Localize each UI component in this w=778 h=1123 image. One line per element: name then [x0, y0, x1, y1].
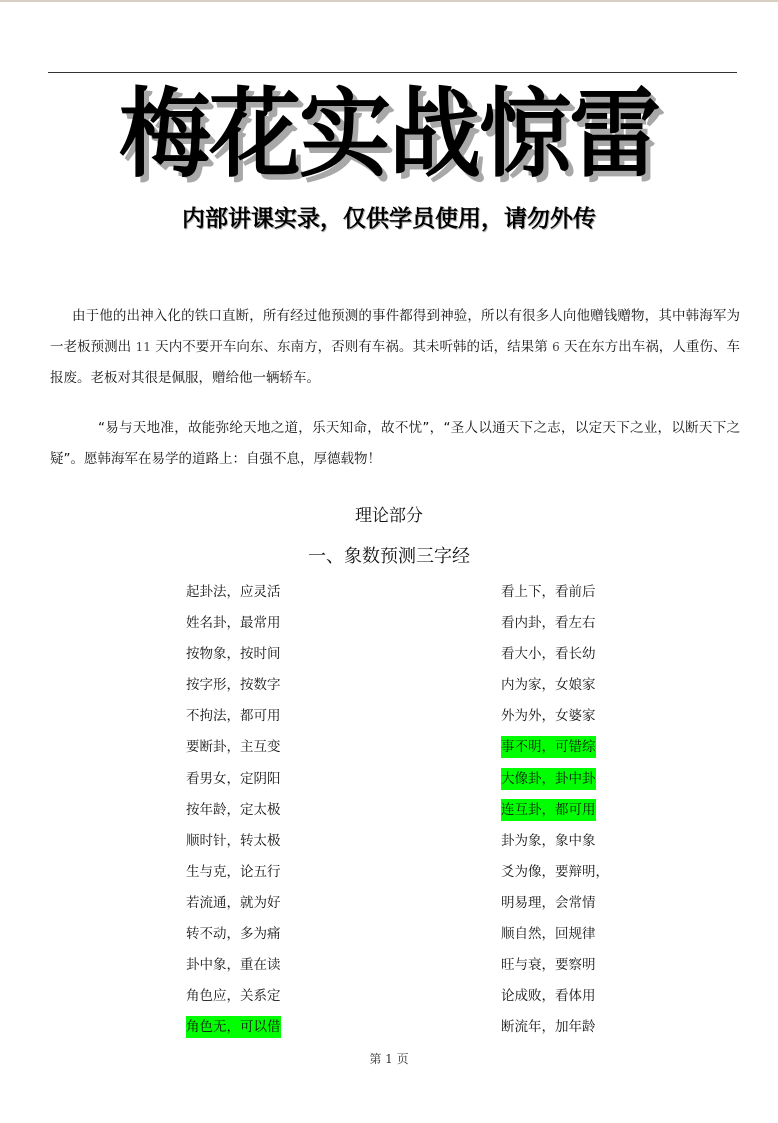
verse-line [501, 701, 609, 732]
verse-line [186, 670, 281, 701]
verse-text: 断流年，加年龄 [501, 1019, 596, 1036]
verse-line [501, 919, 609, 950]
chapter-title: 一、象数预测三字经 [308, 546, 470, 567]
verse-line [186, 888, 281, 919]
verse-line [186, 826, 281, 857]
highlighted-verse-text: 大像卦，卦中卦 [501, 768, 596, 790]
verse-line [186, 950, 281, 981]
verse-text: 卦为象，象中象 [501, 832, 596, 849]
verse-text: 生与克，论五行 [186, 863, 281, 880]
highlighted-verse-text: 连互卦，都可用 [501, 799, 596, 821]
verse-text: 看内卦，看左右 [501, 615, 596, 632]
part-title: 理论部分 [355, 506, 423, 526]
verse-line [501, 577, 609, 608]
verse-text: 旺与衰，要察明 [501, 957, 596, 974]
verse-line [501, 732, 609, 763]
verse-line [186, 701, 281, 732]
days-number: 11 [135, 340, 151, 354]
page-number: 第 1 页 [369, 1052, 409, 1066]
verse-line [501, 950, 609, 981]
verse-text: 转不动，多为痛 [186, 926, 281, 943]
verse-text: 论成败，看体用 [501, 988, 596, 1005]
verse-text: 按字形，按数字 [186, 677, 281, 694]
day-number: 6 [552, 340, 560, 354]
verse-line [501, 888, 609, 919]
verse-text: 按物象，按时间 [186, 646, 281, 663]
intro-paragraph-1 [50, 301, 740, 394]
verse-text: 外为外，女婆家 [501, 708, 596, 725]
verse-line [501, 1012, 609, 1043]
page-top-edge [0, 0, 778, 2]
intro-text: 由于他的出神入化的铁口直断，所有经过他预测的事件都得到神验，所以有很多人向他赠钱赠物，其中韩海军为一老板预测出 [50, 308, 740, 355]
verse-text: 不拘法，都可用 [186, 708, 281, 725]
document-title: 梅花实战惊雷 [118, 78, 659, 191]
verse-line [186, 795, 281, 826]
intro-text: 天内不要开车向东、东南方，否则有车祸。其未听韩的话，结果第 [150, 339, 553, 355]
verse-text: 明易理，会常情 [501, 894, 596, 911]
verse-line [186, 981, 281, 1012]
verse-line [186, 919, 281, 950]
verse-text: 若流通，就为好 [186, 894, 281, 911]
intro-paragraph-2: “易与天地准，故能弥纶天地之道，乐天知命，故不忧”，“圣人以通天下之志，以定天下之业，以断天下之疑”。愿韩海军在易学的道路上：自强不息，厚德载物！ [50, 420, 740, 467]
verse-line [186, 857, 281, 888]
verse-text: 顺自然，回规律 [501, 926, 596, 943]
verse-column-left [186, 577, 281, 1043]
verse-line [186, 1012, 281, 1043]
verse-text: 按年龄，定太极 [186, 801, 281, 818]
highlighted-verse-text: 角色无，可以借 [186, 1016, 281, 1038]
verse-line [186, 577, 281, 608]
document-subtitle: 内部讲课实录，仅供学员使用，请勿外传 [182, 206, 596, 232]
verse-text: 起卦法，应灵活 [186, 584, 281, 600]
verse-text: 顺时针，转太极 [186, 832, 281, 849]
verse-line [501, 670, 609, 701]
verse-line [501, 608, 609, 639]
verse-line [186, 764, 281, 795]
verse-line [501, 826, 609, 857]
verse-text: 看上下，看前后 [501, 584, 596, 600]
verse-text: 看男女，定阴阳 [186, 770, 281, 787]
verse-line [501, 639, 609, 670]
verse-line [186, 639, 281, 670]
verse-text: 卦中象，重在读 [186, 957, 281, 974]
verse-text: 姓名卦，最常用 [186, 615, 281, 632]
verse-text: 内为家，女娘家 [501, 677, 596, 694]
header-rule [48, 72, 737, 73]
highlighted-verse-text: 事不明，可错综 [501, 736, 596, 758]
verse-line [501, 981, 609, 1012]
verse-text: 角色应，关系定 [186, 988, 281, 1005]
verse-line [501, 764, 609, 795]
verse-text: 爻为像，要辩明， [501, 863, 609, 880]
verse-column-right [501, 577, 609, 1043]
verse-text: 看大小，看长幼 [501, 646, 596, 663]
verse-line [186, 608, 281, 639]
verse-line [501, 857, 609, 888]
intro-text: 天在东方出车祸，人重伤、车报废。老板对其很是佩服，赠给他一辆轿车。 [50, 339, 740, 386]
verse-text: 要断卦，主互变 [186, 739, 281, 756]
verse-line [501, 795, 609, 826]
verse-line [186, 732, 281, 763]
